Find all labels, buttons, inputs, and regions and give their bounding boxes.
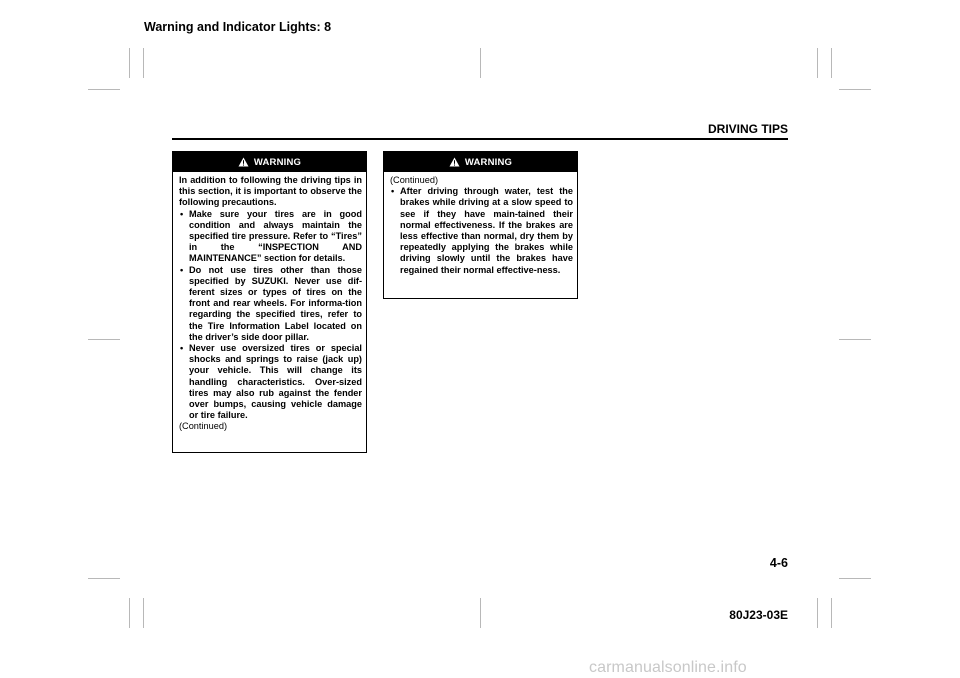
warning-heading: WARNING bbox=[253, 156, 302, 168]
list-item: • After driving through water, test the brakes while driving at a slow speed to see if they have main-tained their normal effectiveness. If the brakes are less effective than normal, dry them by repeatedly applying the brakes while driving slowly until the brakes have regained their normal effective-ness. bbox=[390, 186, 573, 276]
crop-mark bbox=[88, 339, 120, 340]
warning-triangle-icon bbox=[449, 157, 460, 167]
warning-body bbox=[173, 172, 366, 433]
section-title: DRIVING TIPS bbox=[707, 122, 788, 136]
crop-mark bbox=[129, 48, 130, 78]
crop-mark bbox=[143, 48, 144, 78]
continued-label: (Continued) bbox=[390, 175, 439, 185]
continued-label: (Continued) bbox=[179, 421, 228, 432]
warning-header bbox=[173, 152, 366, 172]
crop-mark bbox=[129, 598, 130, 628]
running-header-label: Warning and Indicator Lights: 8 bbox=[144, 20, 332, 34]
crop-mark bbox=[839, 89, 871, 90]
warning-body bbox=[384, 172, 577, 276]
crop-mark bbox=[480, 48, 481, 78]
warning-box-right bbox=[383, 151, 578, 299]
crop-mark bbox=[839, 578, 871, 579]
crop-mark bbox=[839, 339, 871, 340]
warning-intro: In addition to following the driving tips in this section, it is important to observe the following precautions. bbox=[179, 175, 362, 208]
crop-mark bbox=[143, 598, 144, 628]
header-rule bbox=[172, 138, 788, 140]
warning-heading: WARNING bbox=[464, 156, 513, 168]
crop-mark bbox=[88, 89, 120, 90]
crop-mark bbox=[480, 598, 481, 628]
list-item: • Make sure your tires are in good condition and always maintain the specified tire pressure. Refer to “Tires” in the “INSPECTION AND MAINTENANCE” section for details. bbox=[179, 209, 362, 265]
crop-mark bbox=[817, 598, 818, 628]
warning-triangle-icon bbox=[238, 157, 249, 167]
document-code: 80J23-03E bbox=[729, 608, 788, 622]
crop-mark bbox=[831, 48, 832, 78]
crop-mark bbox=[831, 598, 832, 628]
crop-mark bbox=[817, 48, 818, 78]
watermark-link[interactable]: carmanualsonline.info bbox=[589, 659, 747, 676]
warning-list bbox=[179, 209, 362, 422]
page-number: 4-6 bbox=[769, 556, 788, 570]
warning-header bbox=[384, 152, 577, 172]
warning-box-left bbox=[172, 151, 367, 453]
list-item: • Never use oversized tires or special shocks and springs to raise (jack up) your vehicle. This will change its handling characteristics. Over-sized tires may also rub against the fender over bumps, causing vehicle damage or tire failure. bbox=[179, 343, 362, 421]
crop-mark bbox=[88, 578, 120, 579]
list-item: • Do not use tires other than those specified by SUZUKI. Never use dif-ferent sizes or types of tires on the front and rear wheels. For informa-tion regarding the specified tires, refer to the Tire Information Label located on the driver’s side door pillar. bbox=[179, 265, 362, 343]
warning-list bbox=[390, 186, 573, 276]
